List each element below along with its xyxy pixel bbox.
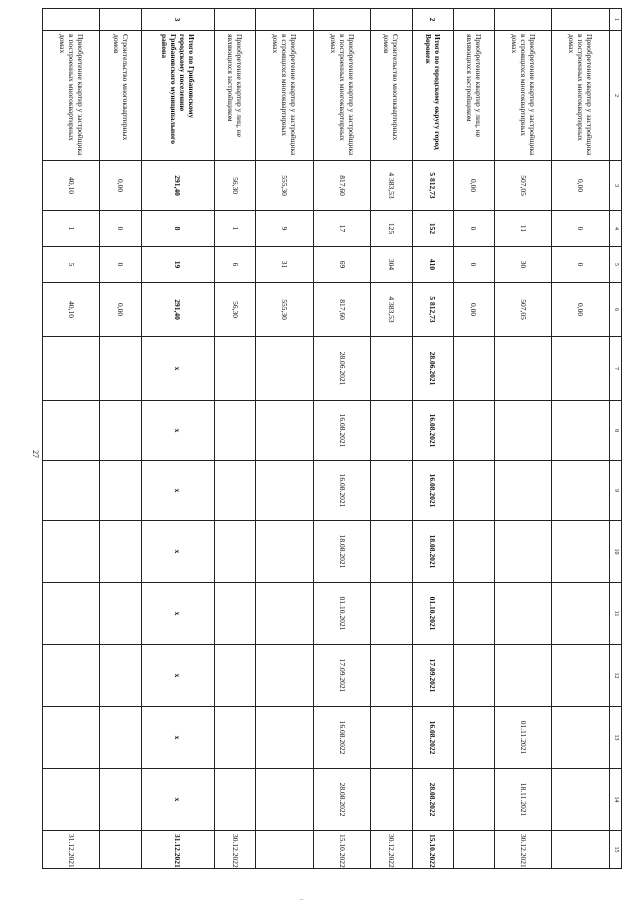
value-cell: x <box>141 337 215 401</box>
value-cell <box>100 401 141 461</box>
column-number: 14 <box>609 769 621 831</box>
value-cell: 56,30 <box>215 283 256 337</box>
table-row <box>552 9 609 869</box>
value-cell: 30.12.2022 <box>215 831 256 869</box>
category-cell: Строительство многоквартирных домов <box>371 31 412 161</box>
row-number-cell <box>100 9 141 31</box>
column-number: 7 <box>609 337 621 401</box>
value-cell: 410 <box>412 247 453 283</box>
value-cell: 18.08.2021 <box>313 521 370 583</box>
value-cell: 28.08.2022 <box>313 769 370 831</box>
value-cell: 555,30 <box>256 283 313 337</box>
column-number: 15 <box>609 831 621 869</box>
category-cell: Приобретение квартир у застройщика в построенных многоквартирных домах <box>552 31 609 161</box>
value-cell: 31.12.2021 <box>43 831 100 869</box>
value-cell: 18.11.2021 <box>495 769 552 831</box>
value-cell <box>453 461 494 521</box>
value-cell <box>371 521 412 583</box>
value-cell <box>453 337 494 401</box>
value-cell: x <box>141 707 215 769</box>
value-cell <box>453 583 494 645</box>
value-cell <box>100 521 141 583</box>
value-cell: 01.10.2021 <box>412 583 453 645</box>
value-cell <box>215 461 256 521</box>
value-cell: 1 <box>215 211 256 247</box>
value-cell <box>43 769 100 831</box>
value-cell <box>552 337 609 401</box>
value-cell <box>495 401 552 461</box>
value-cell: 0,00 <box>100 161 141 211</box>
value-cell <box>256 645 313 707</box>
column-number: 8 <box>609 401 621 461</box>
value-cell: 01.10.2021 <box>313 583 370 645</box>
value-cell <box>371 583 412 645</box>
column-number: 11 <box>609 583 621 645</box>
column-number: 12 <box>609 645 621 707</box>
value-cell <box>215 645 256 707</box>
value-cell: 17.09.2021 <box>412 645 453 707</box>
row-number-cell <box>43 9 100 31</box>
value-cell: 0,00 <box>453 161 494 211</box>
table-row <box>256 9 313 869</box>
value-cell <box>256 461 313 521</box>
column-number: 4 <box>609 211 621 247</box>
value-cell <box>215 769 256 831</box>
value-cell <box>100 831 141 869</box>
value-cell <box>495 583 552 645</box>
value-cell <box>256 769 313 831</box>
value-cell: 28.06.2021 <box>313 337 370 401</box>
page-number: 27 <box>31 450 40 458</box>
column-number: 9 <box>609 461 621 521</box>
table-row <box>215 9 256 869</box>
value-cell <box>552 645 609 707</box>
value-cell: 0 <box>552 247 609 283</box>
value-cell: 28.08.2022 <box>412 769 453 831</box>
rotated-page-content <box>42 8 622 868</box>
value-cell <box>215 707 256 769</box>
column-number: 6 <box>609 283 621 337</box>
value-cell <box>371 645 412 707</box>
value-cell: 16.08.2021 <box>313 461 370 521</box>
value-cell: 5 <box>43 247 100 283</box>
category-cell: Итого по Грибановскому городскому поселению Грибановского муниципального района <box>141 31 215 161</box>
value-cell: 4 383,53 <box>371 283 412 337</box>
value-cell <box>371 707 412 769</box>
value-cell: 16.08.2021 <box>313 401 370 461</box>
value-cell: x <box>141 521 215 583</box>
resettlement-table <box>42 8 622 869</box>
value-cell: 8 <box>141 211 215 247</box>
value-cell: 40,10 <box>43 161 100 211</box>
table-body <box>43 9 610 869</box>
column-number: 1 <box>609 9 621 31</box>
row-number-cell <box>215 9 256 31</box>
value-cell: 0,00 <box>552 283 609 337</box>
value-cell: 17.09.2021 <box>313 645 370 707</box>
value-cell <box>371 461 412 521</box>
value-cell <box>453 645 494 707</box>
value-cell <box>453 401 494 461</box>
value-cell: 507,05 <box>495 283 552 337</box>
row-number-cell <box>453 9 494 31</box>
column-number: 2 <box>609 31 621 161</box>
value-cell <box>552 769 609 831</box>
row-number-cell: 3 <box>141 9 215 31</box>
value-cell: 6 <box>215 247 256 283</box>
value-cell: 11 <box>495 211 552 247</box>
category-cell: Итого по городскому округу город Воронеж <box>412 31 453 161</box>
scan-mark: – <box>300 897 303 903</box>
value-cell <box>215 521 256 583</box>
value-cell: 507,05 <box>495 161 552 211</box>
value-cell: 0 <box>453 247 494 283</box>
value-cell: 28.06.2021 <box>412 337 453 401</box>
value-cell: 16.08.2022 <box>313 707 370 769</box>
value-cell: 0 <box>100 247 141 283</box>
table-row <box>453 9 494 869</box>
category-cell: Приобретение квартир у лиц, не являющихся застройщиком <box>215 31 256 161</box>
value-cell <box>43 583 100 645</box>
value-cell: 555,30 <box>256 161 313 211</box>
row-number-cell: 2 <box>412 9 453 31</box>
value-cell <box>256 401 313 461</box>
value-cell <box>256 337 313 401</box>
column-number: 13 <box>609 707 621 769</box>
value-cell: 0 <box>552 211 609 247</box>
category-cell: Строительство многоквартирных домов <box>100 31 141 161</box>
value-cell <box>552 707 609 769</box>
value-cell: 30 <box>495 247 552 283</box>
column-number: 5 <box>609 247 621 283</box>
row-number-cell <box>495 9 552 31</box>
value-cell <box>43 707 100 769</box>
row-number-cell <box>552 9 609 31</box>
row-number-cell <box>313 9 370 31</box>
value-cell <box>256 583 313 645</box>
category-cell: Приобретение квартир у застройщика в строящихся многоквартирных домах <box>256 31 313 161</box>
column-number-row <box>609 9 621 869</box>
table-row <box>495 9 552 869</box>
value-cell: 01.11.2021 <box>495 707 552 769</box>
value-cell: x <box>141 645 215 707</box>
value-cell <box>453 707 494 769</box>
value-cell <box>100 645 141 707</box>
value-cell: 19 <box>141 247 215 283</box>
value-cell <box>100 337 141 401</box>
row-number-cell <box>371 9 412 31</box>
value-cell <box>100 583 141 645</box>
value-cell <box>256 707 313 769</box>
value-cell <box>100 707 141 769</box>
value-cell: 15.10.2022 <box>313 831 370 869</box>
value-cell <box>256 521 313 583</box>
value-cell: 5 812,73 <box>412 161 453 211</box>
value-cell: 304 <box>371 247 412 283</box>
value-cell: 0,00 <box>100 283 141 337</box>
value-cell: 31.12.2021 <box>141 831 215 869</box>
table-row <box>371 9 412 869</box>
value-cell: 40,10 <box>43 283 100 337</box>
value-cell: 69 <box>313 247 370 283</box>
table-row <box>100 9 141 869</box>
value-cell <box>215 583 256 645</box>
value-cell: 0 <box>453 211 494 247</box>
value-cell <box>371 769 412 831</box>
value-cell: 152 <box>412 211 453 247</box>
value-cell: 16.08.2021 <box>412 461 453 521</box>
value-cell <box>552 831 609 869</box>
value-cell <box>215 401 256 461</box>
value-cell: 31 <box>256 247 313 283</box>
value-cell: 30.12.2022 <box>371 831 412 869</box>
value-cell <box>552 521 609 583</box>
value-cell <box>43 401 100 461</box>
value-cell <box>453 521 494 583</box>
value-cell: 817,60 <box>313 283 370 337</box>
value-cell <box>371 401 412 461</box>
value-cell: 30.12.2021 <box>495 831 552 869</box>
value-cell: 817,60 <box>313 161 370 211</box>
value-cell: 291,40 <box>141 161 215 211</box>
value-cell: x <box>141 583 215 645</box>
value-cell <box>215 337 256 401</box>
value-cell <box>256 831 313 869</box>
value-cell: x <box>141 401 215 461</box>
value-cell <box>453 831 494 869</box>
value-cell <box>552 583 609 645</box>
value-cell <box>43 337 100 401</box>
category-cell: Приобретение квартир у застройщика в построенных многоквартирных домах <box>313 31 370 161</box>
value-cell: 17 <box>313 211 370 247</box>
value-cell <box>371 337 412 401</box>
value-cell: 0,00 <box>552 161 609 211</box>
value-cell <box>495 645 552 707</box>
value-cell: 15.10.2022 <box>412 831 453 869</box>
category-cell: Приобретение квартир у лиц, не являющихся застройщиком <box>453 31 494 161</box>
value-cell <box>495 461 552 521</box>
value-cell <box>495 337 552 401</box>
value-cell <box>552 401 609 461</box>
value-cell: 0 <box>100 211 141 247</box>
value-cell: 0,00 <box>453 283 494 337</box>
table-row <box>43 9 100 869</box>
value-cell: 4 383,53 <box>371 161 412 211</box>
value-cell: 5 812,73 <box>412 283 453 337</box>
value-cell <box>43 645 100 707</box>
value-cell: 16.08.2022 <box>412 707 453 769</box>
value-cell <box>453 769 494 831</box>
total-row <box>412 9 453 869</box>
value-cell <box>43 521 100 583</box>
column-number: 3 <box>609 161 621 211</box>
value-cell <box>100 461 141 521</box>
column-number: 10 <box>609 521 621 583</box>
category-cell: Приобретение квартир у застройщика в построенных многоквартирных домах <box>43 31 100 161</box>
value-cell <box>43 461 100 521</box>
value-cell: 291,40 <box>141 283 215 337</box>
total-row <box>141 9 215 869</box>
table-row <box>313 9 370 869</box>
value-cell: x <box>141 769 215 831</box>
value-cell: 56,30 <box>215 161 256 211</box>
row-number-cell <box>256 9 313 31</box>
value-cell <box>100 769 141 831</box>
value-cell: 1 <box>43 211 100 247</box>
value-cell: 125 <box>371 211 412 247</box>
value-cell: 9 <box>256 211 313 247</box>
category-cell: Приобретение квартир у застройщика в строящихся многоквартирных домах <box>495 31 552 161</box>
value-cell: 18.08.2021 <box>412 521 453 583</box>
value-cell <box>552 461 609 521</box>
value-cell <box>495 521 552 583</box>
value-cell: x <box>141 461 215 521</box>
value-cell: 16.08.2021 <box>412 401 453 461</box>
